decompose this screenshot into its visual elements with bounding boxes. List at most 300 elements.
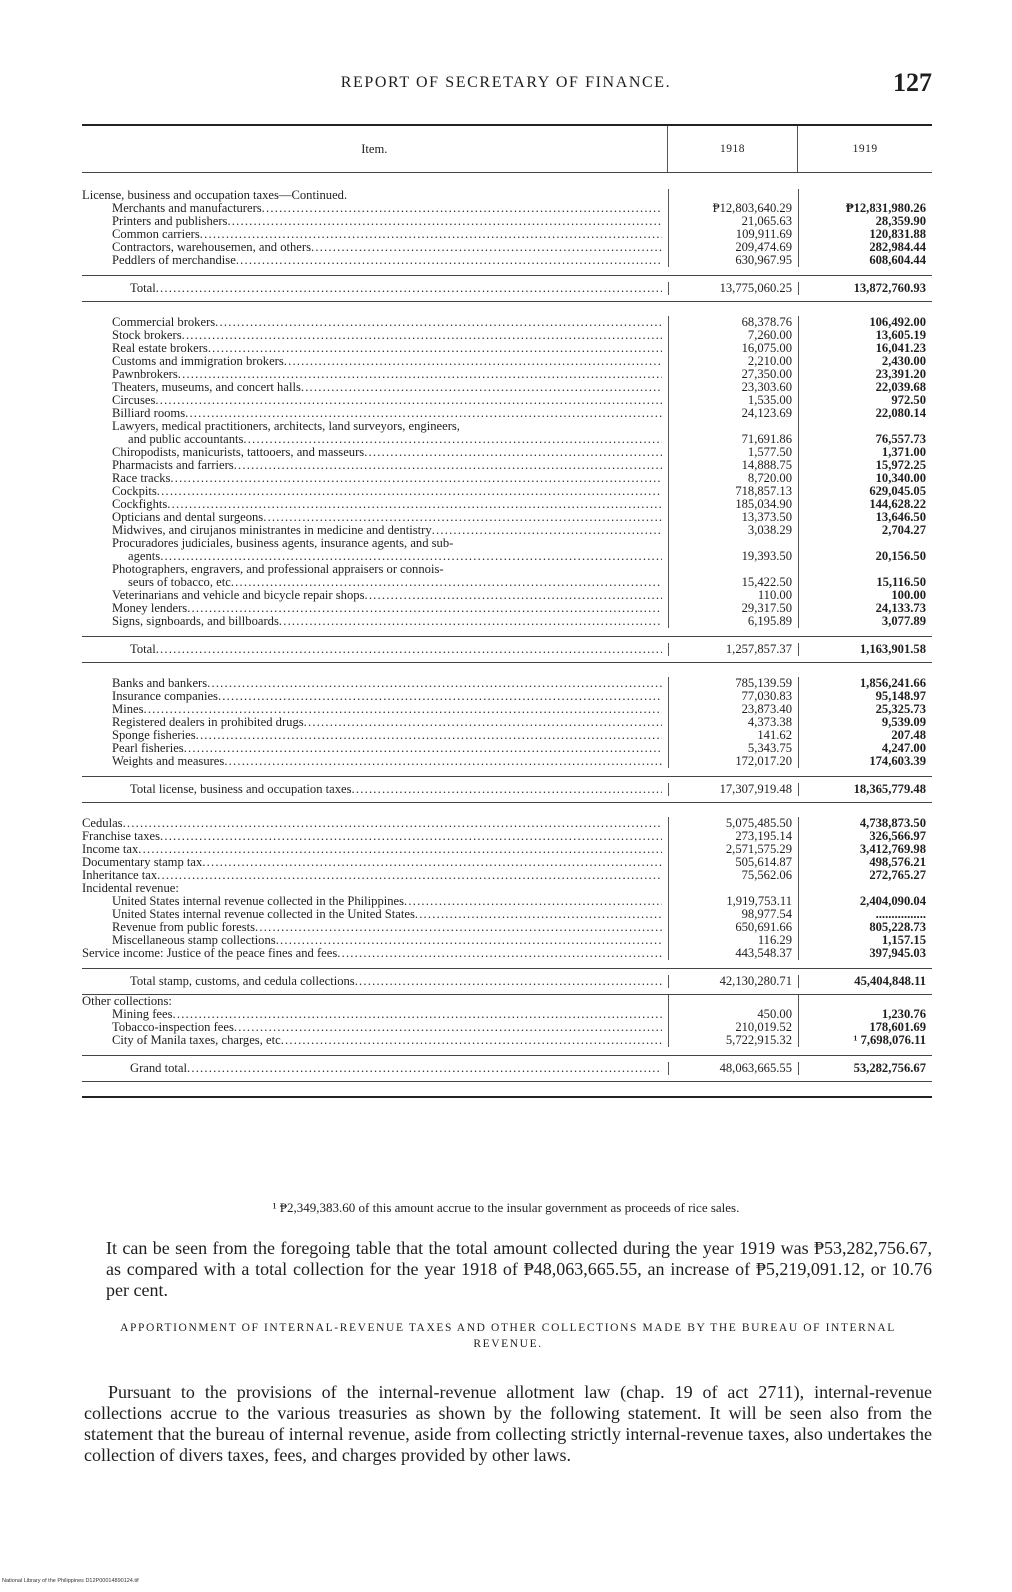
column-header-1919: 1919	[797, 126, 932, 172]
row-label-text: Insurance companies	[112, 690, 218, 703]
leader-dots	[207, 677, 662, 690]
row-label-text: Miscellaneous stamp collections	[112, 934, 276, 947]
row-label-text: Incidental revenue:	[82, 882, 179, 895]
row-label	[82, 895, 668, 908]
value-1919: 1,856,241.66	[798, 677, 932, 690]
row-label-text: Grand total	[130, 1062, 188, 1075]
column-header-1918: 1918	[667, 126, 798, 172]
table-row	[82, 755, 932, 768]
value-1918	[668, 189, 798, 202]
leader-dots	[160, 550, 662, 563]
table-row	[82, 472, 932, 485]
row-label	[82, 420, 668, 446]
value-1919: 1,163,901.58	[798, 643, 932, 656]
leader-dots	[160, 830, 662, 843]
table-row	[82, 1034, 932, 1047]
row-label	[82, 254, 668, 267]
value-1918: 16,075.00	[668, 342, 798, 355]
value-1918: 23,303.60	[668, 381, 798, 394]
leader-dots	[301, 381, 662, 394]
row-label-text: Pharmacists and farriers	[112, 459, 234, 472]
value-1919: 9,539.09	[798, 716, 932, 729]
row-label-text: Other collections:	[82, 995, 172, 1008]
leader-dots	[156, 282, 662, 295]
row-label	[82, 524, 668, 537]
table-row	[82, 459, 932, 472]
table-total-row	[82, 636, 932, 663]
value-1919: 498,576.21	[798, 856, 932, 869]
row-label-text: Registered dealers in prohibited drugs	[112, 716, 304, 729]
leader-dots	[364, 589, 662, 602]
leader-dots	[234, 459, 662, 472]
row-label-text: Mining fees	[112, 1008, 173, 1021]
value-1919: ................	[798, 908, 932, 921]
row-label	[82, 1062, 668, 1075]
row-label-text: Peddlers of merchandise	[112, 254, 236, 267]
value-1918: 27,350.00	[668, 368, 798, 381]
value-1918: 630,967.95	[668, 254, 798, 267]
leader-dots	[231, 576, 662, 589]
row-label	[82, 856, 668, 869]
row-label	[82, 446, 668, 459]
value-1919: 272,765.27	[798, 869, 932, 882]
row-label-text: Contractors, warehousemen, and others	[112, 241, 311, 254]
table-row	[82, 716, 932, 729]
row-label	[82, 882, 668, 895]
leader-dots	[281, 1034, 662, 1047]
table-row	[82, 329, 932, 342]
leader-dots	[173, 1008, 662, 1021]
row-label-text: Circuses	[112, 394, 156, 407]
leader-dots	[218, 690, 662, 703]
row-label-text: Tobacco-inspection fees	[112, 1021, 234, 1034]
value-1918: 14,888.75	[668, 459, 798, 472]
leader-dots	[262, 202, 662, 215]
row-label	[82, 677, 668, 690]
value-1918: 7,260.00	[668, 329, 798, 342]
row-label-text: Billiard rooms	[112, 407, 186, 420]
value-1919: 144,628.22	[798, 498, 932, 511]
running-head: REPORT OF SECRETARY OF FINANCE.	[340, 74, 672, 91]
leader-dots	[187, 602, 662, 615]
table-row	[82, 368, 932, 381]
value-1919: 20,156.50	[798, 537, 932, 563]
leader-dots	[224, 755, 662, 768]
row-label-line: Photographers, engravers, and professional appraisers or connois-	[112, 563, 444, 576]
row-label-text: Total	[130, 643, 156, 656]
value-1918: 6,195.89	[668, 615, 798, 628]
value-1918: 109,911.69	[668, 228, 798, 241]
row-label	[82, 602, 668, 615]
value-1919: 972.50	[798, 394, 932, 407]
table-row	[82, 817, 932, 830]
value-1919: 22,039.68	[798, 381, 932, 394]
table-row	[82, 381, 932, 394]
row-label-text: Theaters, museums, and concert halls	[112, 381, 301, 394]
table-row	[82, 228, 932, 241]
leader-dots	[415, 908, 662, 921]
table-row	[82, 690, 932, 703]
row-label	[82, 716, 668, 729]
table-row	[82, 511, 932, 524]
table-row	[82, 934, 932, 947]
row-label-text: Income tax	[82, 843, 139, 856]
row-label-text: Pearl fisheries	[112, 742, 184, 755]
table-header	[82, 126, 932, 172]
row-label	[82, 511, 668, 524]
row-label	[82, 995, 668, 1008]
row-label	[82, 921, 668, 934]
table-row	[82, 563, 932, 589]
value-1918: 650,691.66	[668, 921, 798, 934]
leader-dots	[202, 856, 662, 869]
page-header	[80, 68, 932, 104]
value-1918: 13,373.50	[668, 511, 798, 524]
row-label-text: Banks and bankers	[112, 677, 208, 690]
leader-dots	[196, 729, 662, 742]
row-label	[82, 368, 668, 381]
row-label-text: Common carriers	[112, 228, 200, 241]
row-label-text: Cockpits	[112, 485, 157, 498]
table-row	[82, 995, 932, 1008]
value-1919: 25,325.73	[798, 703, 932, 716]
row-label-text: City of Manila taxes, charges, etc	[112, 1034, 281, 1047]
table-row	[82, 537, 932, 563]
leader-dots	[178, 368, 662, 381]
value-1919: 326,566.97	[798, 830, 932, 843]
value-1918: 141.62	[668, 729, 798, 742]
leader-dots	[243, 433, 662, 446]
value-1918: 110.00	[668, 589, 798, 602]
value-1918: 17,307,919.48	[668, 783, 798, 796]
row-label	[82, 817, 668, 830]
table-row	[82, 742, 932, 755]
value-1919: 608,604.44	[798, 254, 932, 267]
table-row	[82, 524, 932, 537]
leader-dots	[311, 241, 662, 254]
row-label	[82, 485, 668, 498]
row-label	[82, 459, 668, 472]
value-1918: 23,873.40	[668, 703, 798, 716]
row-label	[82, 355, 668, 368]
row-label	[82, 869, 668, 882]
value-1918: 505,614.87	[668, 856, 798, 869]
row-label-text: Merchants and manufacturers	[112, 202, 262, 215]
leader-dots	[208, 342, 662, 355]
row-label-text: Customs and immigration brokers	[112, 355, 284, 368]
row-label	[82, 1021, 668, 1034]
leader-dots	[170, 472, 662, 485]
table-row	[82, 394, 932, 407]
table-row	[82, 882, 932, 895]
value-1918: 1,919,753.11	[668, 895, 798, 908]
value-1919: 174,603.39	[798, 755, 932, 768]
leader-dots	[304, 716, 662, 729]
row-label	[82, 843, 668, 856]
row-label-text: License, business and occupation taxes—Continued.	[82, 189, 348, 202]
value-1918: 1,535.00	[668, 394, 798, 407]
value-1918: 42,130,280.71	[668, 975, 798, 988]
row-label	[82, 329, 668, 342]
table-row	[82, 215, 932, 228]
value-1918: 1,577.50	[668, 446, 798, 459]
table-row	[82, 830, 932, 843]
leader-dots	[155, 394, 662, 407]
value-1919: 13,646.50	[798, 511, 932, 524]
page-number: 127	[893, 68, 932, 97]
value-1919: 10,340.00	[798, 472, 932, 485]
leader-dots	[184, 742, 662, 755]
row-label	[82, 202, 668, 215]
leader-dots	[276, 934, 662, 947]
value-1918: 1,257,857.37	[668, 643, 798, 656]
row-label	[82, 241, 668, 254]
value-1918: 98,977.54	[668, 908, 798, 921]
value-1919: 397,945.03	[798, 947, 932, 960]
section-heading: APPORTIONMENT OF INTERNAL-REVENUE TAXES AND OTHER COLLECTIONS MADE BY THE BUREAU OF INTERNAL REVENUE.	[120, 1322, 896, 1350]
value-1918: 29,317.50	[668, 602, 798, 615]
row-label-text: Total	[130, 282, 156, 295]
value-1918: 19,393.50	[668, 537, 798, 563]
value-1918: 71,691.86	[668, 420, 798, 446]
row-label	[82, 934, 668, 947]
row-label-text: Weights and measures	[112, 755, 225, 768]
value-1919: 4,738,873.50	[798, 817, 932, 830]
table-row	[82, 342, 932, 355]
leader-dots	[284, 355, 662, 368]
table-row	[82, 355, 932, 368]
row-label	[82, 228, 668, 241]
value-1919: 3,077.89	[798, 615, 932, 628]
leader-dots	[364, 446, 662, 459]
value-1919: 1,371.00	[798, 446, 932, 459]
value-1918: 68,378.76	[668, 316, 798, 329]
value-1919: 178,601.69	[798, 1021, 932, 1034]
table-total-row	[82, 1055, 932, 1082]
value-1918	[668, 882, 798, 895]
value-1919: 28,359.90	[798, 215, 932, 228]
row-label	[82, 1008, 668, 1021]
row-label-text: Cockfights	[112, 498, 168, 511]
value-1918: 172,017.20	[668, 755, 798, 768]
value-1919: 16,041.23	[798, 342, 932, 355]
value-1918: 185,034.90	[668, 498, 798, 511]
row-label	[82, 316, 668, 329]
value-1918: 450.00	[668, 1008, 798, 1021]
value-1918: 3,038.29	[668, 524, 798, 537]
row-label	[82, 381, 668, 394]
value-1918: 5,343.75	[668, 742, 798, 755]
value-1918: 785,139.59	[668, 677, 798, 690]
value-1919: 45,404,848.11	[798, 975, 932, 988]
leader-dots	[167, 498, 662, 511]
leader-dots	[227, 215, 662, 228]
leader-dots	[143, 703, 662, 716]
row-label	[82, 563, 668, 589]
leader-dots	[187, 1062, 662, 1075]
row-label-text: Sponge fisheries	[112, 729, 196, 742]
value-1918	[668, 995, 798, 1008]
value-1918: 48,063,665.55	[668, 1062, 798, 1075]
table-row	[82, 498, 932, 511]
leader-dots	[432, 524, 662, 537]
row-label-text: Mines	[112, 703, 144, 716]
row-label-text: Documentary stamp tax	[82, 856, 203, 869]
value-1919: 4,247.00	[798, 742, 932, 755]
row-label-text: Opticians and dental surgeons	[112, 511, 264, 524]
leader-dots	[182, 329, 662, 342]
row-label	[82, 342, 668, 355]
table-row	[82, 677, 932, 690]
value-1919: 22,080.14	[798, 407, 932, 420]
value-1918: 273,195.14	[668, 830, 798, 843]
leader-dots	[279, 615, 662, 628]
value-1918: 21,065.63	[668, 215, 798, 228]
table-row	[82, 921, 932, 934]
summary-paragraph: It can be seen from the foregoing table that the total amount collected during the year 1919 was ₱53,282,756.67, as compared with a total collection for the year 1918 of ₱48,063,665.55, an increase of ₱5,219,091.12, or 10.76 per cent.	[106, 1238, 932, 1300]
leader-dots	[185, 407, 662, 420]
row-label	[82, 975, 668, 988]
leader-dots	[234, 1021, 662, 1034]
value-1918: 2,571,575.29	[668, 843, 798, 856]
row-label-line: Lawyers, medical practitioners, architects, land surveyors, engineers,	[112, 420, 460, 433]
value-1918: ₱12,803,640.29	[668, 202, 798, 215]
value-1919: 1,230.76	[798, 1008, 932, 1021]
row-label-text: Money lenders	[112, 602, 188, 615]
row-label-text: Commercial brokers	[112, 316, 216, 329]
value-1919: 2,404,090.04	[798, 895, 932, 908]
value-1919: 23,391.20	[798, 368, 932, 381]
value-1919: 207.48	[798, 729, 932, 742]
leader-dots	[123, 817, 662, 830]
row-label	[82, 282, 668, 295]
row-label-text: Total stamp, customs, and cedula collections	[130, 975, 355, 988]
row-label-text: Printers and publishers	[112, 215, 228, 228]
leader-dots	[404, 895, 662, 908]
row-label	[82, 830, 668, 843]
row-label	[82, 215, 668, 228]
row-label	[82, 729, 668, 742]
row-label-text: and public accountants	[128, 432, 244, 446]
value-1918: 443,548.37	[668, 947, 798, 960]
table-row	[82, 615, 932, 628]
value-1919: 18,365,779.48	[798, 783, 932, 796]
row-label	[82, 643, 668, 656]
table-row	[82, 254, 932, 267]
value-1919: 95,148.97	[798, 690, 932, 703]
value-1918: 13,775,060.25	[668, 282, 798, 295]
value-1918: 718,857.13	[668, 485, 798, 498]
row-label-text: Inheritance tax	[82, 869, 158, 882]
leader-dots	[255, 921, 662, 934]
value-1919	[798, 882, 932, 895]
value-1919: 629,045.05	[798, 485, 932, 498]
row-label	[82, 189, 668, 202]
table-row	[82, 703, 932, 716]
leader-dots	[215, 316, 662, 329]
leader-dots	[355, 975, 662, 988]
table-row	[82, 947, 932, 960]
leader-dots	[263, 511, 662, 524]
revenue-table	[82, 124, 932, 1098]
value-1919: 13,605.19	[798, 329, 932, 342]
table-row	[82, 189, 932, 202]
value-1918: 24,123.69	[668, 407, 798, 420]
table-row	[82, 1021, 932, 1034]
row-label-text: agents	[128, 549, 161, 563]
row-label	[82, 742, 668, 755]
row-label-text: Service income: Justice of the peace fines and fees	[82, 947, 338, 960]
value-1918: 2,210.00	[668, 355, 798, 368]
value-1919: 13,872,760.93	[798, 282, 932, 295]
row-label-text: Chiropodists, manicurists, tattooers, and masseurs	[112, 446, 365, 459]
table-row	[82, 602, 932, 615]
table-row	[82, 856, 932, 869]
leader-dots	[156, 643, 662, 656]
leader-dots	[138, 843, 662, 856]
table-row	[82, 202, 932, 215]
row-label-text: Veterinarians and vehicle and bicycle repair shops	[112, 589, 365, 602]
value-1918: 5,722,915.32	[668, 1034, 798, 1047]
leader-dots	[200, 228, 662, 241]
value-1919: ₱12,831,980.26	[798, 202, 932, 215]
row-label-text: Midwives, and cirujanos ministrantes in medicine and dentistry	[112, 524, 432, 537]
leader-dots	[337, 947, 662, 960]
row-label	[82, 1034, 668, 1047]
value-1919	[798, 189, 932, 202]
row-label-text: Stock brokers	[112, 329, 182, 342]
row-label-text: Race tracks	[112, 472, 171, 485]
row-label	[82, 615, 668, 628]
row-label	[82, 908, 668, 921]
value-1919: 1,157.15	[798, 934, 932, 947]
value-1919: 3,412,769.98	[798, 843, 932, 856]
leader-dots	[236, 254, 662, 267]
row-label-text: Total license, business and occupation taxes	[130, 783, 352, 796]
value-1918: 75,562.06	[668, 869, 798, 882]
table-row	[82, 589, 932, 602]
value-1918: 209,474.69	[668, 241, 798, 254]
value-1918: 77,030.83	[668, 690, 798, 703]
table-total-row	[82, 275, 932, 302]
value-1919: 15,116.50	[798, 563, 932, 589]
row-label	[82, 498, 668, 511]
value-1919: 15,972.25	[798, 459, 932, 472]
row-label	[82, 783, 668, 796]
table-row	[82, 241, 932, 254]
leader-dots	[352, 783, 662, 796]
row-label	[82, 690, 668, 703]
value-1919	[798, 995, 932, 1008]
row-label	[82, 472, 668, 485]
row-label	[82, 755, 668, 768]
row-label	[82, 703, 668, 716]
table-footnote: ¹ ₱2,349,383.60 of this amount accrue to the insular government as proceeds of rice sales.	[272, 1200, 740, 1215]
row-label-line: Procuradores judiciales, business agents, insurance agents, and sub-	[112, 537, 454, 550]
value-1919: 53,282,756.67	[798, 1062, 932, 1075]
value-1919: 24,133.73	[798, 602, 932, 615]
table-total-row	[82, 968, 932, 995]
value-1918: 5,075,485.50	[668, 817, 798, 830]
value-1919: 282,984.44	[798, 241, 932, 254]
value-1919: 2,430.00	[798, 355, 932, 368]
table-row	[82, 869, 932, 882]
scan-imprint: National Library of the Philippines D12P00014890124.tif	[2, 1578, 139, 1584]
leader-dots	[157, 485, 662, 498]
table-row	[82, 316, 932, 329]
value-1919: 120,831.88	[798, 228, 932, 241]
table-row	[82, 908, 932, 921]
